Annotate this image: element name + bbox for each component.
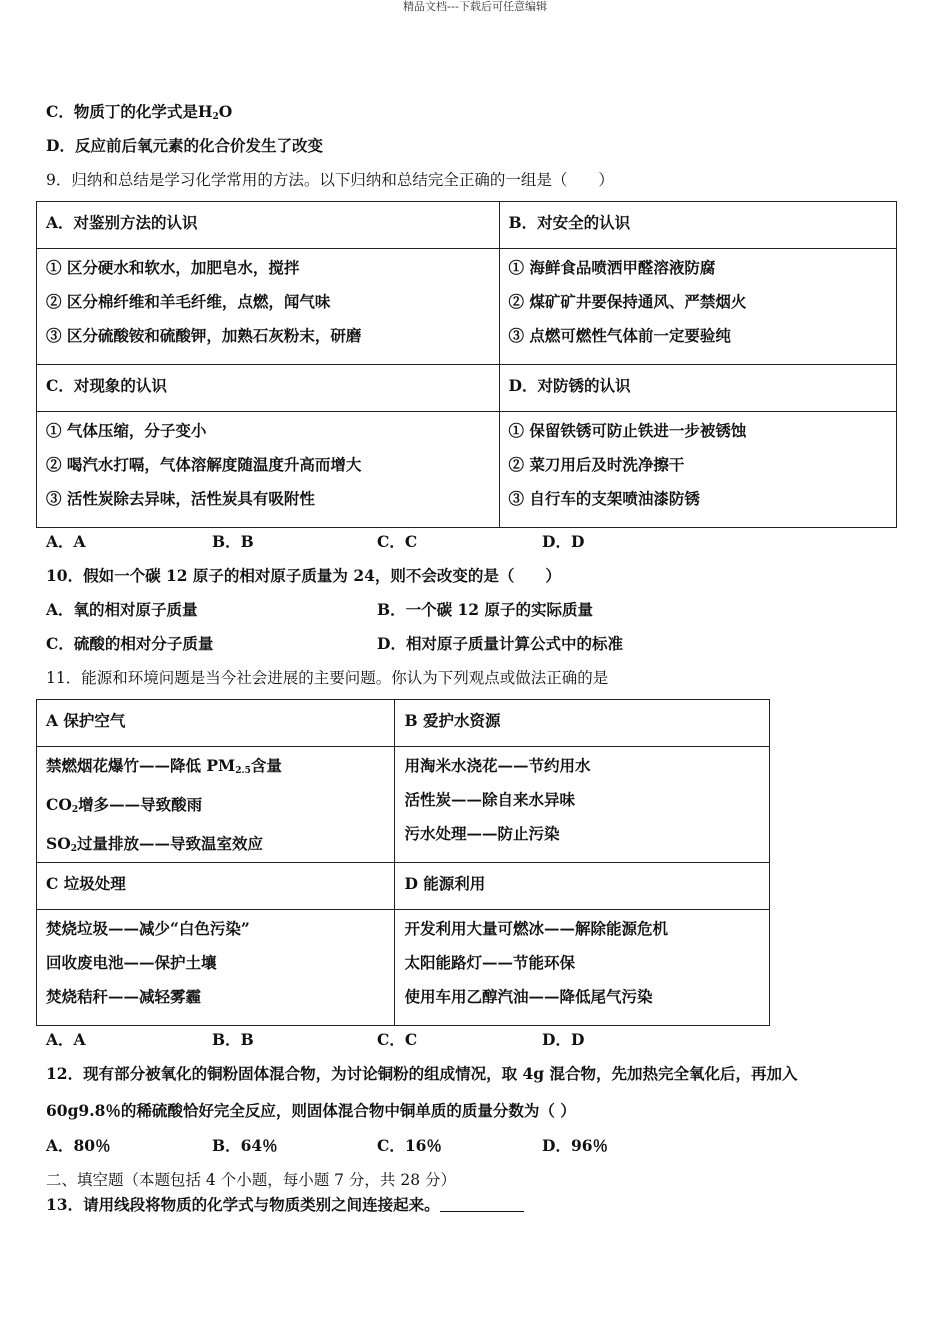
q9-b-item-2: ② 煤矿矿井要保持通风、严禁烟火 xyxy=(508,292,747,311)
q9-option-a: A．A xyxy=(46,532,86,551)
q11-cell-d-title: D 能源利用 xyxy=(395,863,770,910)
q10-stem: 10．假如一个碳 12 原子的相对原子质量为 24，则不会改变的是（ ） xyxy=(46,566,561,585)
q13-stem-text: 13．请用线段将物质的化学式与物质类别之间连接起来。 xyxy=(46,1195,440,1214)
q11-cell-b-body xyxy=(395,747,770,863)
q9-cell-a-body xyxy=(37,249,500,365)
q9-cell-b-body xyxy=(499,249,896,365)
q11-a-item-2: $CO_2$增多——导致酸雨 xyxy=(46,795,203,815)
q11-c-item-3: 焚烧秸秆——减轻雾霾 xyxy=(46,987,202,1006)
q11-cell-c-title: C 垃圾处理 xyxy=(37,863,395,910)
q8-option-d: D．反应前后氧元素的化合价发生了改变 xyxy=(46,136,323,155)
q9-d-item-2: ② 菜刀用后及时洗净擦干 xyxy=(508,455,685,474)
q11-c-item-1: 焚烧垃圾——减少“白色污染” xyxy=(46,919,250,938)
q9-c-item-1: ① 气体压缩，分子变小 xyxy=(46,421,207,440)
q11-b-item-2: 活性炭——除自来水异味 xyxy=(404,790,575,809)
q10-option-c: C．硫酸的相对分子质量 xyxy=(46,634,214,653)
q10-option-b: B．一个碳 12 原子的实际质量 xyxy=(377,600,593,619)
q11-cell-a-title: A 保护空气 xyxy=(37,700,395,747)
q9-c-item-2: ② 喝汽水打嗝，气体溶解度随温度升高而增大 xyxy=(46,455,362,474)
q11-option-d: D．D xyxy=(542,1030,585,1049)
q9-b-item-3: ③ 点燃可燃性气体前一定要验纯 xyxy=(508,326,731,345)
q12-option-a: A．80％ xyxy=(46,1136,111,1155)
q13-answer-blank[interactable] xyxy=(440,1196,524,1212)
q9-cell-b-title: B．对安全的认识 xyxy=(499,202,896,249)
q11-option-a: A．A xyxy=(46,1030,86,1049)
q9-cell-c-title: C．对现象的认识 xyxy=(37,365,500,412)
q11-option-c: C．C xyxy=(377,1030,418,1049)
q9-d-item-1: ① 保留铁锈可防止铁进一步被锈蚀 xyxy=(508,421,747,440)
q9-a-item-1: ① 区分硬水和软水，加肥皂水，搅拌 xyxy=(46,258,300,277)
q9-cell-a-title: A．对鉴别方法的认识 xyxy=(37,202,500,249)
q11-cell-d-body xyxy=(395,910,770,1026)
q10-option-d: D．相对原子质量计算公式中的标准 xyxy=(377,634,623,653)
q12-option-c: C．16％ xyxy=(377,1136,442,1155)
q11-a-item-1: 禁燃烟花爆竹——降低 $PM_{2.5}$含量 xyxy=(46,756,282,776)
q9-table xyxy=(36,201,897,528)
q9-c-item-3: ③ 活性炭除去异味，活性炭具有吸附性 xyxy=(46,489,315,508)
q11-b-item-1: 用淘米水浇花——节约用水 xyxy=(404,756,591,775)
q11-c-item-2: 回收废电池——保护土壤 xyxy=(46,953,217,972)
q12-stem-line-1: 12．现有部分被氧化的铜粉固体混合物，为讨论铜粉的组成情况，取 4g 混合物，先加热完全氧化后，再加入 xyxy=(46,1064,798,1083)
q13-stem xyxy=(46,1195,524,1215)
q9-cell-c-body xyxy=(37,412,500,528)
q8-option-c: C．物质丁的化学式是$H_2O$ xyxy=(46,102,233,122)
page-header: 精品文档---下载后可任意编辑 xyxy=(403,0,547,13)
q9-a-item-2: ② 区分棉纤维和羊毛纤维，点燃，闻气味 xyxy=(46,292,331,311)
q9-option-b: B．B xyxy=(212,532,254,551)
q11-cell-a-body xyxy=(37,747,395,863)
q9-a-item-3: ③ 区分硫酸铵和硫酸钾，加熟石灰粉末，研磨 xyxy=(46,326,362,345)
q11-b-item-3: 污水处理——防止污染 xyxy=(404,824,560,843)
q12-stem-line-2: 60g9.8％的稀硫酸恰好完全反应，则固体混合物中铜单质的质量分数为（ ） xyxy=(46,1101,576,1120)
q11-cell-c-body xyxy=(37,910,395,1026)
q9-option-d: D．D xyxy=(542,532,585,551)
q9-cell-d-title: D．对防锈的认识 xyxy=(499,365,896,412)
q12-option-d: D．96％ xyxy=(542,1136,609,1155)
q9-option-c: C．C xyxy=(377,532,418,551)
q11-stem: 11．能源和环境问题是当今社会进展的主要问题。你认为下列观点或做法正确的是 xyxy=(46,669,609,687)
q11-option-b: B．B xyxy=(212,1030,254,1049)
q11-d-item-2: 太阳能路灯——节能环保 xyxy=(404,953,575,972)
q11-d-item-3: 使用车用乙醇汽油——降低尾气污染 xyxy=(404,987,653,1006)
q9-cell-d-body xyxy=(499,412,896,528)
q9-b-item-1: ① 海鲜食品喷洒甲醛溶液防腐 xyxy=(508,258,716,277)
q10-option-a: A．氧的相对原子质量 xyxy=(46,600,198,619)
q9-d-item-3: ③ 自行车的支架喷油漆防锈 xyxy=(508,489,700,508)
q11-cell-b-title: B 爱护水资源 xyxy=(395,700,770,747)
q9-stem: 9．归纳和总结是学习化学常用的方法。以下归纳和总结完全正确的一组是（ ） xyxy=(46,171,614,189)
q11-table xyxy=(36,699,770,1026)
section-2-heading: 二、填空题（本题包括 4 个小题，每小题 7 分，共 28 分） xyxy=(46,1171,457,1189)
q11-d-item-1: 开发利用大量可燃冰——解除能源危机 xyxy=(404,919,668,938)
q12-option-b: B．64％ xyxy=(212,1136,278,1155)
q11-a-item-3: $SO_2$过量排放——导致温室效应 xyxy=(46,834,263,854)
